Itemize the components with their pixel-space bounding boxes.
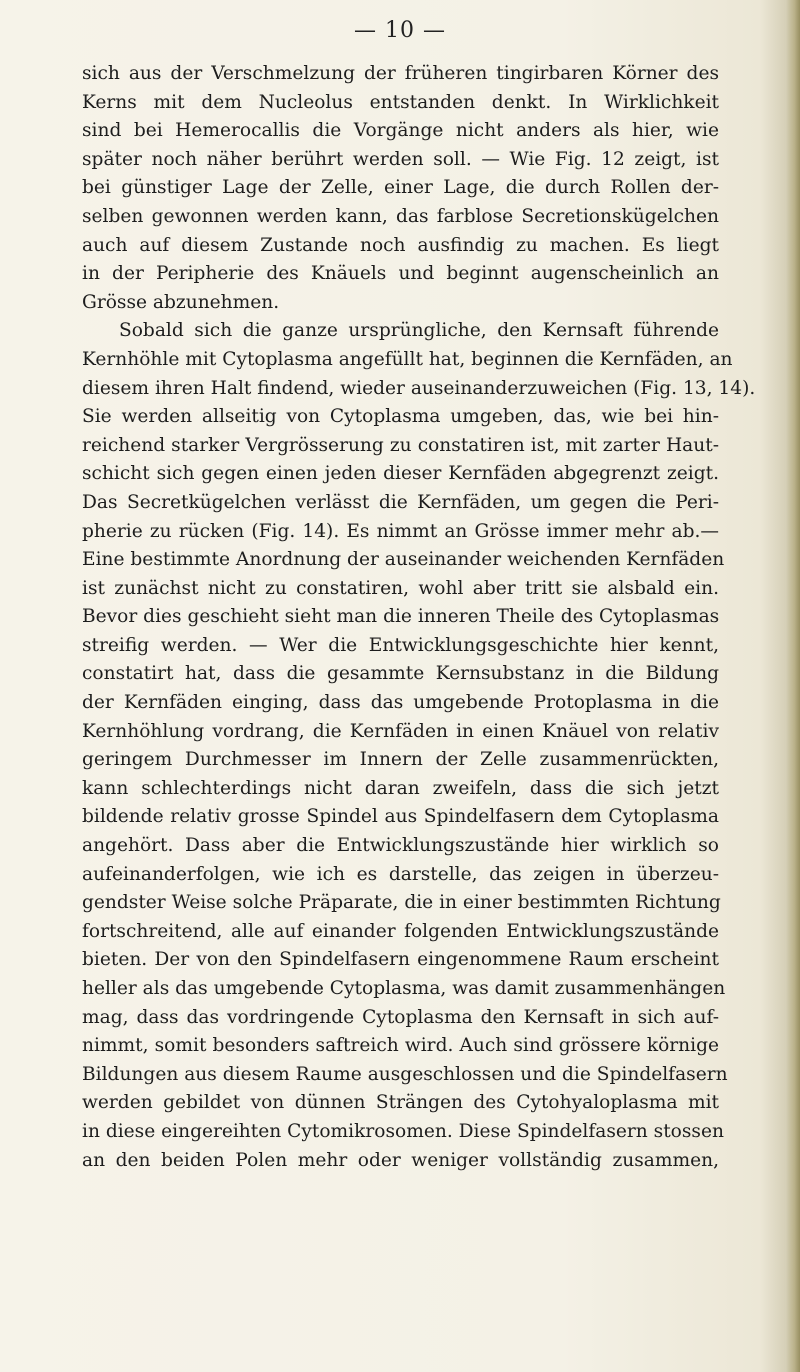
text-line: selben gewonnen werden kann, das farblose Secretionskügelchen — [82, 205, 719, 227]
text-line: auch auf diesem Zustande noch ausfindig zu machen. Es liegt — [82, 234, 719, 256]
text-line: Kernhöhle mit Cytoplasma angefüllt hat, beginnen die Kernfäden, an — [82, 348, 733, 370]
text-line: heller als das umgebende Cytoplasma, was damit zusammenhängen — [82, 978, 726, 999]
text-line: angehört. Dass aber die Entwicklungszustände hier wirklich so — [82, 835, 719, 857]
text-line: bildende relativ grosse Spindel aus Spindelfasern dem Cytoplasma — [82, 806, 719, 828]
text-line: werden gebildet von dünnen Strängen des Cytohyaloplasma mit — [82, 1092, 719, 1114]
page-number: — 10 — — [354, 18, 446, 43]
text-line: bei günstiger Lage der Zelle, einer Lage, die durch Rollen der- — [82, 177, 719, 199]
text-line: der Kernfäden einging, dass das umgebende Protoplasma in die — [82, 692, 719, 714]
text-line: constatirt hat, dass die gesammte Kernsubstanz in die Bildung — [82, 663, 719, 685]
text-line: nimmt, somit besonders saftreich wird. Auch sind grössere körnige — [82, 1035, 719, 1057]
page-edge-shadow — [786, 0, 800, 1372]
text-line: Kernhöhlung vordrang, die Kernfäden in einen Knäuel von relativ — [82, 720, 719, 742]
text-line: an den beiden Polen mehr oder weniger vollständig zusammen, — [82, 1149, 719, 1171]
text-line: sich aus der Verschmelzung der früheren tingirbaren Körner des — [82, 63, 719, 84]
text-line: diesem ihren Halt findend, wieder auseinanderzuweichen (Fig. 13, 14). — [82, 377, 756, 399]
text-line: in diese eingereihten Cytomikrosomen. Diese Spindelfasern stossen — [82, 1120, 724, 1142]
text-line: Bevor dies geschieht sieht man die inneren Theile des Cytoplasmas — [82, 606, 720, 628]
text-line: pherie zu rücken (Fig. 14). Es nimmt an Grösse immer mehr ab.— — [82, 520, 719, 542]
text-line: Eine bestimmte Anordnung der auseinander weichenden Kernfäden — [82, 549, 725, 571]
text-line: Bildungen aus diesem Raume ausgeschlossen und die Spindelfasern — [82, 1063, 728, 1085]
text-line: Das Secretkügelchen verlässt die Kernfäden, um gegen die Peri- — [82, 491, 719, 513]
text-line: aufeinanderfolgen, wie ich es darstelle, das zeigen in überzeu- — [82, 863, 719, 885]
text-line: reichend starker Vergrösserung zu constatiren ist, mit zarter Haut- — [82, 434, 719, 456]
text-line: streifig werden. — Wer die Entwicklungsgeschichte hier kennt, — [82, 634, 719, 656]
text-line: bieten. Der von den Spindelfasern eingenommene Raum erscheint — [82, 949, 719, 971]
text-line: sind bei Hemerocallis die Vorgänge nicht anders als hier, wie — [82, 120, 719, 142]
text-line: schicht sich gegen einen jeden dieser Kernfäden abgegrenzt zeigt. — [82, 463, 719, 485]
text-line: geringem Durchmesser im Innern der Zelle zusammenrückten, — [82, 749, 719, 771]
text-line: Grösse abzunehmen. — [82, 291, 280, 313]
text-line: kann schlechterdings nicht daran zweifeln, dass die sich jetzt — [82, 777, 719, 799]
text-line: ist zunächst nicht zu constatiren, wohl aber tritt sie alsbald ein. — [82, 577, 719, 599]
text-line: in der Peripherie des Knäuels und beginnt augenscheinlich an — [82, 263, 719, 285]
text-line: Sobald sich die ganze ursprüngliche, den Kernsaft führende — [119, 320, 719, 342]
text-line: später noch näher berührt werden soll. — Wie Fig. 12 zeigt, ist — [82, 148, 719, 170]
text-line: mag, dass das vordringende Cytoplasma den Kernsaft in sich auf- — [82, 1006, 719, 1028]
text-line: Kerns mit dem Nucleolus entstanden denkt. In Wirklichkeit — [82, 91, 719, 113]
text-line: gendster Weise solche Präparate, die in einer bestimmten Richtung — [82, 892, 721, 914]
body-text — [82, 60, 756, 1175]
text-line: fortschreitend, alle auf einander folgenden Entwicklungszustände — [82, 920, 719, 942]
text-line: Sie werden allseitig von Cytoplasma umgeben, das, wie bei hin- — [82, 406, 719, 428]
